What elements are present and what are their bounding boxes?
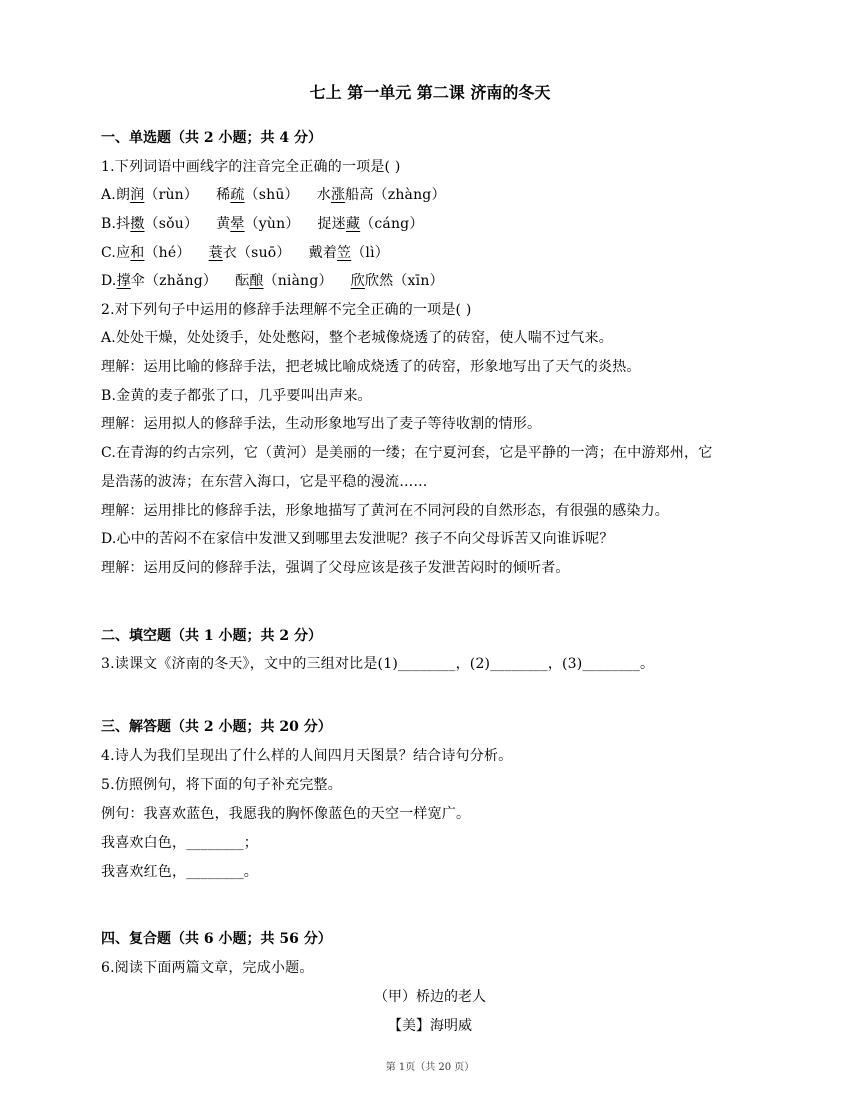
question-1-option-b: B.抖擞（sǒu） 黄晕（yùn） 捉迷藏（cáng） (101, 216, 424, 232)
section-header-fill-in: 二、填空题（共 1 小题；共 2 分） (101, 628, 322, 644)
question-2-option-d: D.心中的苦闷不在家信中发泄又到哪里去发泄呢？孩子不向父母诉苦又向谁诉呢？ (101, 531, 614, 547)
question-2-option-c-line1: C.在青海的约古宗列，它（黄河）是美丽的一缕；在宁夏河套，它是平静的一湾；在中游郑州，它 (101, 445, 713, 461)
question-1-option-c: C.应和（hé） 蓑衣（suō） 戴着笠（lì） (101, 245, 389, 261)
question-2-option-d-note: 理解：运用反问的修辞手法，强调了父母应该是孩子发泄苦闷时的倾听者。 (101, 560, 570, 576)
question-2-option-b-note: 理解：运用拟人的修辞手法，生动形象地写出了麦子等待收割的情形。 (101, 416, 542, 432)
question-1-stem: 1.下列词语中画线字的注音完全正确的一项是( ) (101, 159, 401, 175)
question-2-stem: 2.对下列句子中运用的修辞手法理解不完全正确的一项是( ) (101, 302, 472, 318)
question-3: 3.读课文《济南的冬天》，文中的三组对比是(1)________，(2)________，(3)________。 (101, 656, 655, 672)
question-5-example: 例句：我喜欢蓝色，我愿我的胸怀像蓝色的天空一样宽广。 (101, 806, 471, 822)
question-4: 4.诗人为我们呈现出了什么样的人间四月天图景？结合诗句分析。 (101, 748, 513, 764)
section-header-single-choice: 一、单选题（共 2 小题；共 4 分） (101, 130, 322, 146)
question-5-red: 我喜欢红色，________。 (101, 864, 258, 880)
question-6: 6.阅读下面两篇文章，完成小题。 (101, 960, 314, 976)
question-2-option-a-note: 理解：运用比喻的修辞手法，把老城比喻成烧透了的砖窑，形象地写出了天气的炎热。 (101, 359, 641, 375)
question-2-option-c-line2: 是浩荡的波涛；在东营入海口，它是平稳的漫流…… (101, 474, 428, 490)
section-header-composite: 四、复合题（共 6 小题；共 56 分） (101, 931, 332, 947)
section-header-answer: 三、解答题（共 2 小题；共 20 分） (101, 719, 332, 735)
question-1-option-a: A.朗润（rùn） 稀疏（shū） 水涨船高（zhàng） (101, 187, 446, 203)
question-2-option-b: B.金黄的麦子都张了口，几乎要叫出声来。 (101, 388, 372, 404)
question-1-option-d: D.撑伞（zhǎng） 酝酿（niàng） 欣欣然（xīn） (101, 273, 444, 289)
question-2-option-c-note: 理解：运用排比的修辞手法，形象地描写了黄河在不同河段的自然形态，有很强的感染力。 (101, 503, 669, 519)
article-author: 【美】海明威 (388, 1018, 472, 1034)
article-title: （甲）桥边的老人 (374, 989, 486, 1005)
question-5: 5.仿照例句，将下面的句子补充完整。 (101, 777, 342, 793)
question-2-option-a: A.处处干燥，处处烫手，处处憋闷，整个老城像烧透了的砖窑，使人喘不过气来。 (101, 330, 613, 346)
question-5-white: 我喜欢白色，________； (101, 835, 258, 851)
page-footer: 第 1页（共 20 页） (385, 1062, 475, 1073)
page-title: 七上 第一单元 第二课 济南的冬天 (309, 83, 551, 102)
